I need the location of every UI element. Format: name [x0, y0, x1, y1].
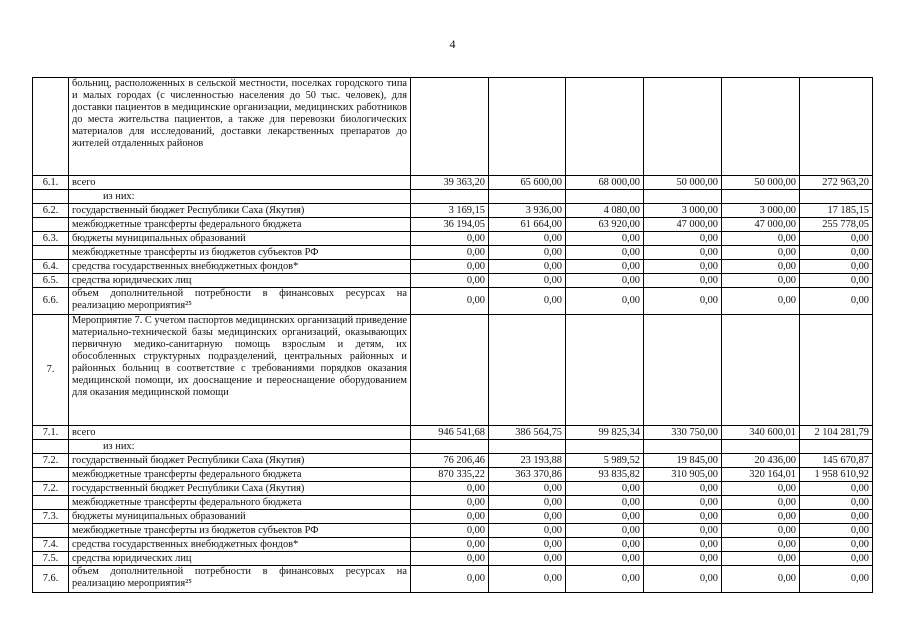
value-cell-year-2: 0,00 [489, 246, 566, 260]
value-cell-year-2: 0,00 [489, 552, 566, 566]
value-cell-year-1: 0,00 [411, 482, 489, 496]
value-cell-year-3: 0,00 [566, 566, 644, 593]
value-cell-year-3: 93 835,82 [566, 468, 644, 482]
value-cell-year-3: 0,00 [566, 260, 644, 274]
table-row [33, 566, 873, 593]
row-number-cell: 6.5. [33, 274, 69, 288]
value-cell-year-1 [411, 78, 489, 176]
value-cell-year-1: 0,00 [411, 260, 489, 274]
value-cell-year-1: 0,00 [411, 288, 489, 315]
table-row [33, 288, 873, 315]
row-number-cell: 6.3. [33, 232, 69, 246]
value-cell-year-6: 0,00 [800, 482, 873, 496]
value-cell-year-5: 0,00 [722, 538, 800, 552]
page-number: 4 [449, 37, 456, 51]
value-cell-year-1: 0,00 [411, 538, 489, 552]
value-cell-year-6: 17 185,15 [800, 204, 873, 218]
table-row [33, 426, 873, 440]
value-cell-year-4: 330 750,00 [644, 426, 722, 440]
row-number-cell: 7.2. [33, 482, 69, 496]
value-cell-year-4: 0,00 [644, 496, 722, 510]
table-row [33, 440, 873, 454]
value-cell-year-3 [566, 440, 644, 454]
value-cell-year-4: 0,00 [644, 566, 722, 593]
value-cell-year-3: 0,00 [566, 482, 644, 496]
table-row [33, 468, 873, 482]
table-row [33, 232, 873, 246]
table-row [33, 524, 873, 538]
value-cell-year-5: 0,00 [722, 260, 800, 274]
value-cell-year-3: 5 989,52 [566, 454, 644, 468]
value-cell-year-4: 0,00 [644, 232, 722, 246]
table-row [33, 315, 873, 426]
value-cell-year-3 [566, 78, 644, 176]
value-cell-year-1: 39 363,20 [411, 176, 489, 190]
row-number-cell: 6.1. [33, 176, 69, 190]
value-cell-year-4: 47 000,00 [644, 218, 722, 232]
row-description-cell: бюджеты муниципальных образований [69, 232, 411, 246]
value-cell-year-4: 0,00 [644, 538, 722, 552]
row-description-cell: всего [69, 176, 411, 190]
value-cell-year-6: 0,00 [800, 524, 873, 538]
value-cell-year-6: 0,00 [800, 246, 873, 260]
table-row [33, 78, 873, 176]
row-number-cell [33, 524, 69, 538]
value-cell-year-6: 0,00 [800, 552, 873, 566]
value-cell-year-6 [800, 78, 873, 176]
table-row [33, 552, 873, 566]
row-description-cell: межбюджетные трансферты федерального бюджета [69, 468, 411, 482]
value-cell-year-6 [800, 440, 873, 454]
value-cell-year-1: 0,00 [411, 246, 489, 260]
value-cell-year-5: 0,00 [722, 232, 800, 246]
row-description-cell: средства юридических лиц [69, 552, 411, 566]
value-cell-year-2: 0,00 [489, 566, 566, 593]
row-description-cell: объем дополнительной потребности в финансовых ресурсах на реализацию мероприятия²⁵ [69, 566, 411, 593]
value-cell-year-4 [644, 440, 722, 454]
value-cell-year-4: 0,00 [644, 260, 722, 274]
table-row [33, 454, 873, 468]
value-cell-year-6: 2 104 281,79 [800, 426, 873, 440]
row-description-cell: государственный бюджет Республики Саха (Якутия) [69, 454, 411, 468]
value-cell-year-5: 0,00 [722, 552, 800, 566]
value-cell-year-2: 0,00 [489, 510, 566, 524]
value-cell-year-3: 0,00 [566, 232, 644, 246]
value-cell-year-3: 4 080,00 [566, 204, 644, 218]
value-cell-year-2 [489, 190, 566, 204]
value-cell-year-1: 0,00 [411, 510, 489, 524]
value-cell-year-5: 0,00 [722, 566, 800, 593]
value-cell-year-2: 386 564,75 [489, 426, 566, 440]
row-number-cell [33, 440, 69, 454]
value-cell-year-4: 19 845,00 [644, 454, 722, 468]
row-description-cell: средства государственных внебюджетных фондов* [69, 538, 411, 552]
value-cell-year-5: 0,00 [722, 524, 800, 538]
row-description-cell: межбюджетные трансферты из бюджетов субъектов РФ [69, 246, 411, 260]
row-number-cell: 7. [33, 315, 69, 426]
table-row [33, 176, 873, 190]
row-number-cell: 6.6. [33, 288, 69, 315]
table-row [33, 190, 873, 204]
value-cell-year-1: 3 169,15 [411, 204, 489, 218]
row-description-cell: межбюджетные трансферты федерального бюджета [69, 496, 411, 510]
table-row [33, 218, 873, 232]
table-row [33, 274, 873, 288]
value-cell-year-1: 0,00 [411, 274, 489, 288]
row-number-cell [33, 78, 69, 176]
value-cell-year-4 [644, 78, 722, 176]
table-body [33, 78, 873, 593]
value-cell-year-5 [722, 190, 800, 204]
value-cell-year-1: 76 206,46 [411, 454, 489, 468]
row-number-cell [33, 468, 69, 482]
value-cell-year-1: 36 194,05 [411, 218, 489, 232]
value-cell-year-2: 0,00 [489, 482, 566, 496]
value-cell-year-5: 20 436,00 [722, 454, 800, 468]
value-cell-year-6: 0,00 [800, 260, 873, 274]
value-cell-year-6: 255 778,05 [800, 218, 873, 232]
value-cell-year-3: 0,00 [566, 496, 644, 510]
value-cell-year-3: 0,00 [566, 524, 644, 538]
value-cell-year-6: 0,00 [800, 538, 873, 552]
row-number-cell [33, 190, 69, 204]
value-cell-year-3: 68 000,00 [566, 176, 644, 190]
value-cell-year-3: 0,00 [566, 246, 644, 260]
value-cell-year-2: 0,00 [489, 496, 566, 510]
value-cell-year-1: 0,00 [411, 496, 489, 510]
row-description-cell: бюджеты муниципальных образований [69, 510, 411, 524]
row-description-cell: средства государственных внебюджетных фондов* [69, 260, 411, 274]
value-cell-year-4: 0,00 [644, 552, 722, 566]
value-cell-year-2: 23 193,88 [489, 454, 566, 468]
value-cell-year-5: 0,00 [722, 482, 800, 496]
value-cell-year-3: 0,00 [566, 510, 644, 524]
row-number-cell [33, 246, 69, 260]
value-cell-year-3: 0,00 [566, 538, 644, 552]
value-cell-year-2 [489, 78, 566, 176]
value-cell-year-4 [644, 315, 722, 426]
value-cell-year-6: 0,00 [800, 274, 873, 288]
value-cell-year-6: 145 670,87 [800, 454, 873, 468]
value-cell-year-3 [566, 315, 644, 426]
table-row [33, 246, 873, 260]
value-cell-year-4: 0,00 [644, 482, 722, 496]
row-description-cell: больниц, расположенных в сельской местности, поселках городского типа и малых городах (с численностью населения до 50 тыс. человек), для доставки пациентов в медицинские организации, медицинских работников до места жительства пациентов, а также для перевозки биологических материалов для исследований, доставки лекарственных препаратов до жителей отдаленных районов [69, 78, 411, 176]
value-cell-year-5: 320 164,01 [722, 468, 800, 482]
row-number-cell [33, 496, 69, 510]
value-cell-year-2: 363 370,86 [489, 468, 566, 482]
row-description-cell: межбюджетные трансферты федерального бюджета [69, 218, 411, 232]
row-number-cell: 7.4. [33, 538, 69, 552]
value-cell-year-5: 0,00 [722, 274, 800, 288]
row-description-cell: Мероприятие 7. С учетом паспортов медицинских организаций приведение материально-технической базы медицинских организаций, оказывающих первичную медико-санитарную помощь взрослым и детям, их обособленных структурных подразделений, центральных районных и районных больниц в соответствие с требованиями порядков оказания медицинской помощи, их дооснащение и переоснащение оборудованием для оказания медицинской помощи [69, 315, 411, 426]
row-description-cell: всего [69, 426, 411, 440]
row-description-cell: средства юридических лиц [69, 274, 411, 288]
value-cell-year-3 [566, 190, 644, 204]
value-cell-year-2 [489, 440, 566, 454]
value-cell-year-5: 0,00 [722, 246, 800, 260]
value-cell-year-2: 65 600,00 [489, 176, 566, 190]
value-cell-year-2: 0,00 [489, 232, 566, 246]
value-cell-year-4: 310 905,00 [644, 468, 722, 482]
row-description-cell: государственный бюджет Республики Саха (Якутия) [69, 482, 411, 496]
value-cell-year-4: 3 000,00 [644, 204, 722, 218]
budget-table [32, 77, 873, 593]
value-cell-year-2: 3 936,00 [489, 204, 566, 218]
row-number-cell: 7.5. [33, 552, 69, 566]
value-cell-year-3: 0,00 [566, 274, 644, 288]
value-cell-year-2: 61 664,00 [489, 218, 566, 232]
value-cell-year-1 [411, 190, 489, 204]
value-cell-year-5 [722, 78, 800, 176]
value-cell-year-4: 0,00 [644, 246, 722, 260]
value-cell-year-1: 946 541,68 [411, 426, 489, 440]
value-cell-year-4: 0,00 [644, 288, 722, 315]
value-cell-year-2: 0,00 [489, 274, 566, 288]
value-cell-year-1: 0,00 [411, 524, 489, 538]
value-cell-year-3: 0,00 [566, 288, 644, 315]
value-cell-year-1: 870 335,22 [411, 468, 489, 482]
row-description-cell: объем дополнительной потребности в финансовых ресурсах на реализацию мероприятия²⁵ [69, 288, 411, 315]
row-description-cell: государственный бюджет Республики Саха (Якутия) [69, 204, 411, 218]
table-row [33, 260, 873, 274]
value-cell-year-4: 0,00 [644, 510, 722, 524]
value-cell-year-2 [489, 315, 566, 426]
table-row [33, 510, 873, 524]
table-row [33, 482, 873, 496]
row-number-cell [33, 218, 69, 232]
value-cell-year-4 [644, 190, 722, 204]
value-cell-year-5: 0,00 [722, 510, 800, 524]
value-cell-year-5: 47 000,00 [722, 218, 800, 232]
row-number-cell: 7.6. [33, 566, 69, 593]
value-cell-year-5: 50 000,00 [722, 176, 800, 190]
value-cell-year-2: 0,00 [489, 288, 566, 315]
value-cell-year-6: 0,00 [800, 232, 873, 246]
row-number-cell: 6.2. [33, 204, 69, 218]
value-cell-year-4: 0,00 [644, 274, 722, 288]
value-cell-year-3: 0,00 [566, 552, 644, 566]
value-cell-year-5: 0,00 [722, 496, 800, 510]
table-row [33, 204, 873, 218]
value-cell-year-6: 0,00 [800, 566, 873, 593]
value-cell-year-3: 99 825,34 [566, 426, 644, 440]
value-cell-year-3: 63 920,00 [566, 218, 644, 232]
value-cell-year-1: 0,00 [411, 566, 489, 593]
value-cell-year-6: 0,00 [800, 496, 873, 510]
value-cell-year-5: 3 000,00 [722, 204, 800, 218]
value-cell-year-1: 0,00 [411, 232, 489, 246]
row-description-cell: из них: [69, 190, 411, 204]
row-description-cell: из них: [69, 440, 411, 454]
value-cell-year-4: 50 000,00 [644, 176, 722, 190]
value-cell-year-2: 0,00 [489, 538, 566, 552]
value-cell-year-1 [411, 440, 489, 454]
value-cell-year-5 [722, 440, 800, 454]
row-number-cell: 6.4. [33, 260, 69, 274]
row-number-cell: 7.1. [33, 426, 69, 440]
value-cell-year-6: 272 963,20 [800, 176, 873, 190]
table-row [33, 538, 873, 552]
row-number-cell: 7.3. [33, 510, 69, 524]
value-cell-year-4: 0,00 [644, 524, 722, 538]
value-cell-year-1: 0,00 [411, 552, 489, 566]
value-cell-year-1 [411, 315, 489, 426]
value-cell-year-5: 340 600,01 [722, 426, 800, 440]
value-cell-year-2: 0,00 [489, 524, 566, 538]
row-description-cell: межбюджетные трансферты из бюджетов субъектов РФ [69, 524, 411, 538]
value-cell-year-5 [722, 315, 800, 426]
table-row [33, 496, 873, 510]
value-cell-year-6: 0,00 [800, 510, 873, 524]
value-cell-year-5: 0,00 [722, 288, 800, 315]
value-cell-year-6: 1 958 610,92 [800, 468, 873, 482]
row-number-cell: 7.2. [33, 454, 69, 468]
value-cell-year-6 [800, 190, 873, 204]
value-cell-year-6: 0,00 [800, 288, 873, 315]
value-cell-year-6 [800, 315, 873, 426]
value-cell-year-2: 0,00 [489, 260, 566, 274]
